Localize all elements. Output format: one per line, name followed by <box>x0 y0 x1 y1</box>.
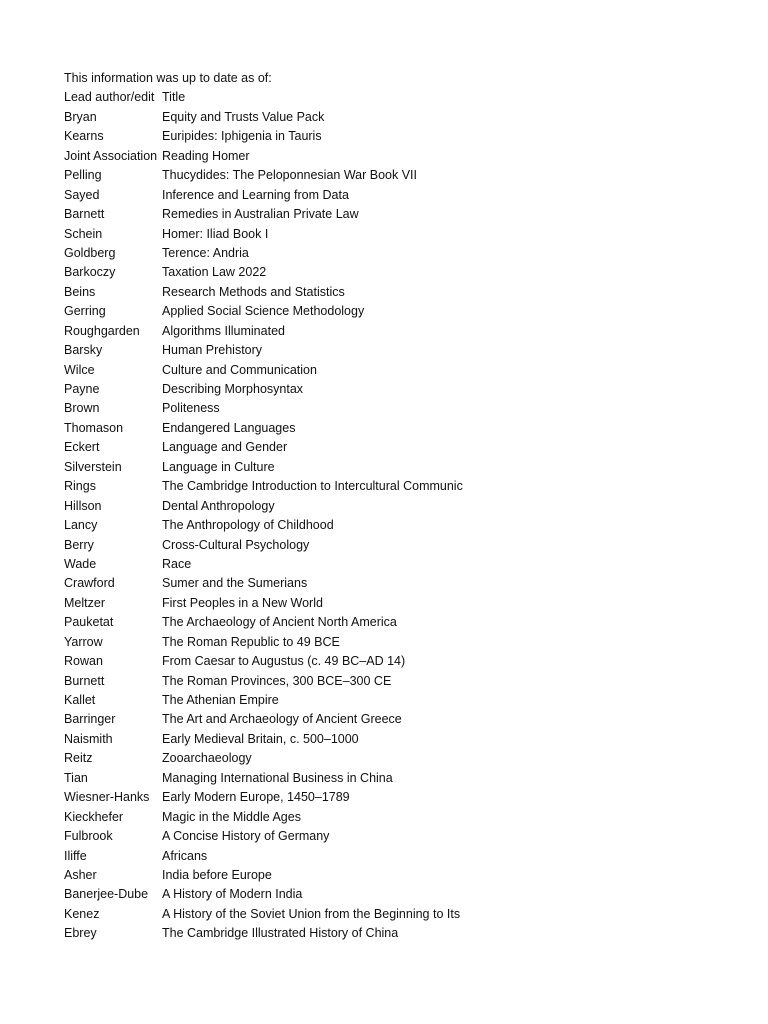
author-cell: Reitz <box>64 751 93 766</box>
table-row <box>64 847 468 866</box>
header-title: Title <box>162 90 186 105</box>
author-cell: Roughgarden <box>64 323 140 338</box>
title-cell: Early Modern Europe, 1450–1789 <box>162 790 350 805</box>
table-row <box>64 652 468 671</box>
author-cell: Pelling <box>64 168 102 183</box>
title-cell: Managing International Business in China <box>162 770 393 785</box>
author-cell: Gerring <box>64 304 106 319</box>
title-cell: Early Medieval Britain, c. 500–1000 <box>162 731 359 746</box>
author-cell: Kallet <box>64 693 96 707</box>
title-cell: Magic in the Middle Ages <box>162 809 301 824</box>
title-cell: The Anthropology of Childhood <box>162 518 334 533</box>
table-row <box>64 399 468 418</box>
header-author: Lead author/edit <box>64 90 155 105</box>
author-cell: Meltzer <box>64 595 105 610</box>
title-cell: A Concise History of Germany <box>162 829 330 844</box>
table-row <box>64 866 468 885</box>
author-cell: Asher <box>64 867 97 882</box>
author-cell: Kieckhefer <box>64 809 124 824</box>
table-row <box>64 691 468 710</box>
author-cell: Yarrow <box>64 634 103 649</box>
title-cell: Cross-Cultural Psychology <box>162 537 310 552</box>
table-row <box>64 672 468 691</box>
title-cell: Inference and Learning from Data <box>162 187 349 202</box>
table-row <box>64 380 468 399</box>
title-cell: Equity and Trusts Value Pack <box>162 109 325 124</box>
table-row <box>64 769 468 788</box>
author-cell: Ebrey <box>64 926 97 941</box>
table-row <box>64 322 468 341</box>
title-cell: Endangered Languages <box>162 420 296 435</box>
table-row <box>64 536 468 555</box>
table-row <box>64 905 468 924</box>
table-row <box>64 924 468 943</box>
table-row <box>64 594 468 613</box>
title-cell: The Art and Archaeology of Ancient Greece <box>162 712 402 727</box>
title-cell: Applied Social Science Methodology <box>162 304 365 319</box>
table-row <box>64 710 468 729</box>
table-row <box>64 516 468 535</box>
title-cell: Taxation Law 2022 <box>162 265 267 280</box>
author-cell: Joint Association <box>64 148 158 163</box>
table-row <box>64 186 468 205</box>
author-cell: Wade <box>64 556 97 571</box>
table-row <box>64 127 468 146</box>
title-cell: The Archaeology of Ancient North America <box>162 615 397 630</box>
table-row <box>64 788 468 807</box>
header-row <box>64 88 468 107</box>
author-cell: Berry <box>64 537 94 552</box>
author-cell: Lancy <box>64 518 98 533</box>
table-row <box>64 574 468 593</box>
title-cell: India before Europe <box>162 867 272 882</box>
title-cell: The Cambridge Introduction to Intercultural Communic <box>162 479 463 494</box>
title-cell: From Caesar to Augustus (c. 49 BC–AD 14) <box>162 654 406 669</box>
title-cell: Remedies in Australian Private Law <box>162 207 359 222</box>
table-row <box>64 438 468 457</box>
author-cell: Payne <box>64 382 100 396</box>
author-cell: Crawford <box>64 576 115 591</box>
author-cell: Barkoczy <box>64 265 116 280</box>
title-cell: Sumer and the Sumerians <box>162 576 308 591</box>
table-row <box>64 361 468 380</box>
title-cell: Thucydides: The Peloponnesian War Book VII <box>162 168 418 183</box>
title-cell: Describing Morphosyntax <box>162 382 304 396</box>
author-cell: Sayed <box>64 187 100 202</box>
title-cell: Race <box>162 556 192 571</box>
table-row <box>64 419 468 438</box>
author-cell: Bryan <box>64 109 97 124</box>
table-row <box>64 302 468 321</box>
author-cell: Silverstein <box>64 459 122 474</box>
author-cell: Beins <box>64 284 96 299</box>
author-cell: Thomason <box>64 420 124 435</box>
table-row <box>64 613 468 632</box>
author-cell: Iliffe <box>64 848 87 863</box>
table-row <box>64 749 468 768</box>
title-cell: The Athenian Empire <box>162 693 279 707</box>
table-row <box>64 341 468 360</box>
author-cell: Barsky <box>64 343 103 358</box>
title-cell: Africans <box>162 848 208 863</box>
title-cell: The Roman Republic to 49 BCE <box>162 634 340 649</box>
table-row <box>64 166 468 185</box>
author-cell: Wiesner-Hanks <box>64 790 150 805</box>
table-row <box>64 555 468 574</box>
title-cell: Homer: Iliad Book I <box>162 226 269 241</box>
title-cell: Dental Anthropology <box>162 498 275 513</box>
table-row <box>64 827 468 846</box>
table-row <box>64 225 468 244</box>
author-cell: Rowan <box>64 654 103 669</box>
table-row <box>64 477 468 496</box>
table-row <box>64 458 468 477</box>
table-row <box>64 808 468 827</box>
author-cell: Kenez <box>64 906 100 921</box>
author-cell: Fulbrook <box>64 829 113 844</box>
title-cell: Research Methods and Statistics <box>162 284 345 299</box>
author-cell: Pauketat <box>64 615 114 630</box>
title-cell: Terence: Andria <box>162 245 249 260</box>
author-cell: Naismith <box>64 731 113 746</box>
table-row <box>64 263 468 282</box>
title-cell: First Peoples in a New World <box>162 595 323 610</box>
author-cell: Banerjee-Dube <box>64 887 149 902</box>
table-row <box>64 885 468 904</box>
author-cell: Kearns <box>64 129 104 144</box>
table-row <box>64 497 468 516</box>
spreadsheet-page <box>64 69 468 944</box>
title-cell: A History of the Soviet Union from the Beginning to Its <box>162 906 461 921</box>
author-cell: Brown <box>64 401 100 416</box>
table-row <box>64 205 468 224</box>
title-cell: The Cambridge Illustrated History of China <box>162 926 399 941</box>
table-row <box>64 244 468 263</box>
title-cell: Reading Homer <box>162 148 250 163</box>
author-cell: Tian <box>64 770 88 785</box>
title-cell: Zooarchaeology <box>162 751 252 766</box>
author-cell: Goldberg <box>64 245 116 260</box>
info-line: This information was up to date as of: <box>64 71 272 85</box>
table-row <box>64 730 468 749</box>
title-cell: A History of Modern India <box>162 887 303 902</box>
title-cell: Politeness <box>162 401 220 416</box>
title-cell: The Roman Provinces, 300 BCE–300 CE <box>162 673 392 688</box>
table-row <box>64 108 468 127</box>
title-cell: Algorithms Illuminated <box>162 323 285 338</box>
author-cell: Burnett <box>64 673 105 688</box>
title-cell: Euripides: Iphigenia in Tauris <box>162 129 322 144</box>
title-cell: Language in Culture <box>162 459 275 474</box>
table-row <box>64 147 468 166</box>
author-cell: Eckert <box>64 440 100 455</box>
table-row <box>64 283 468 302</box>
table-row <box>64 633 468 652</box>
author-cell: Wilce <box>64 362 95 377</box>
author-cell: Rings <box>64 479 96 494</box>
title-cell: Culture and Communication <box>162 362 317 377</box>
author-cell: Schein <box>64 226 103 241</box>
book-list <box>64 108 468 944</box>
title-cell: Language and Gender <box>162 440 288 455</box>
author-cell: Barnett <box>64 207 105 222</box>
author-cell: Hillson <box>64 498 102 513</box>
author-cell: Barringer <box>64 712 116 727</box>
title-cell: Human Prehistory <box>162 343 263 358</box>
